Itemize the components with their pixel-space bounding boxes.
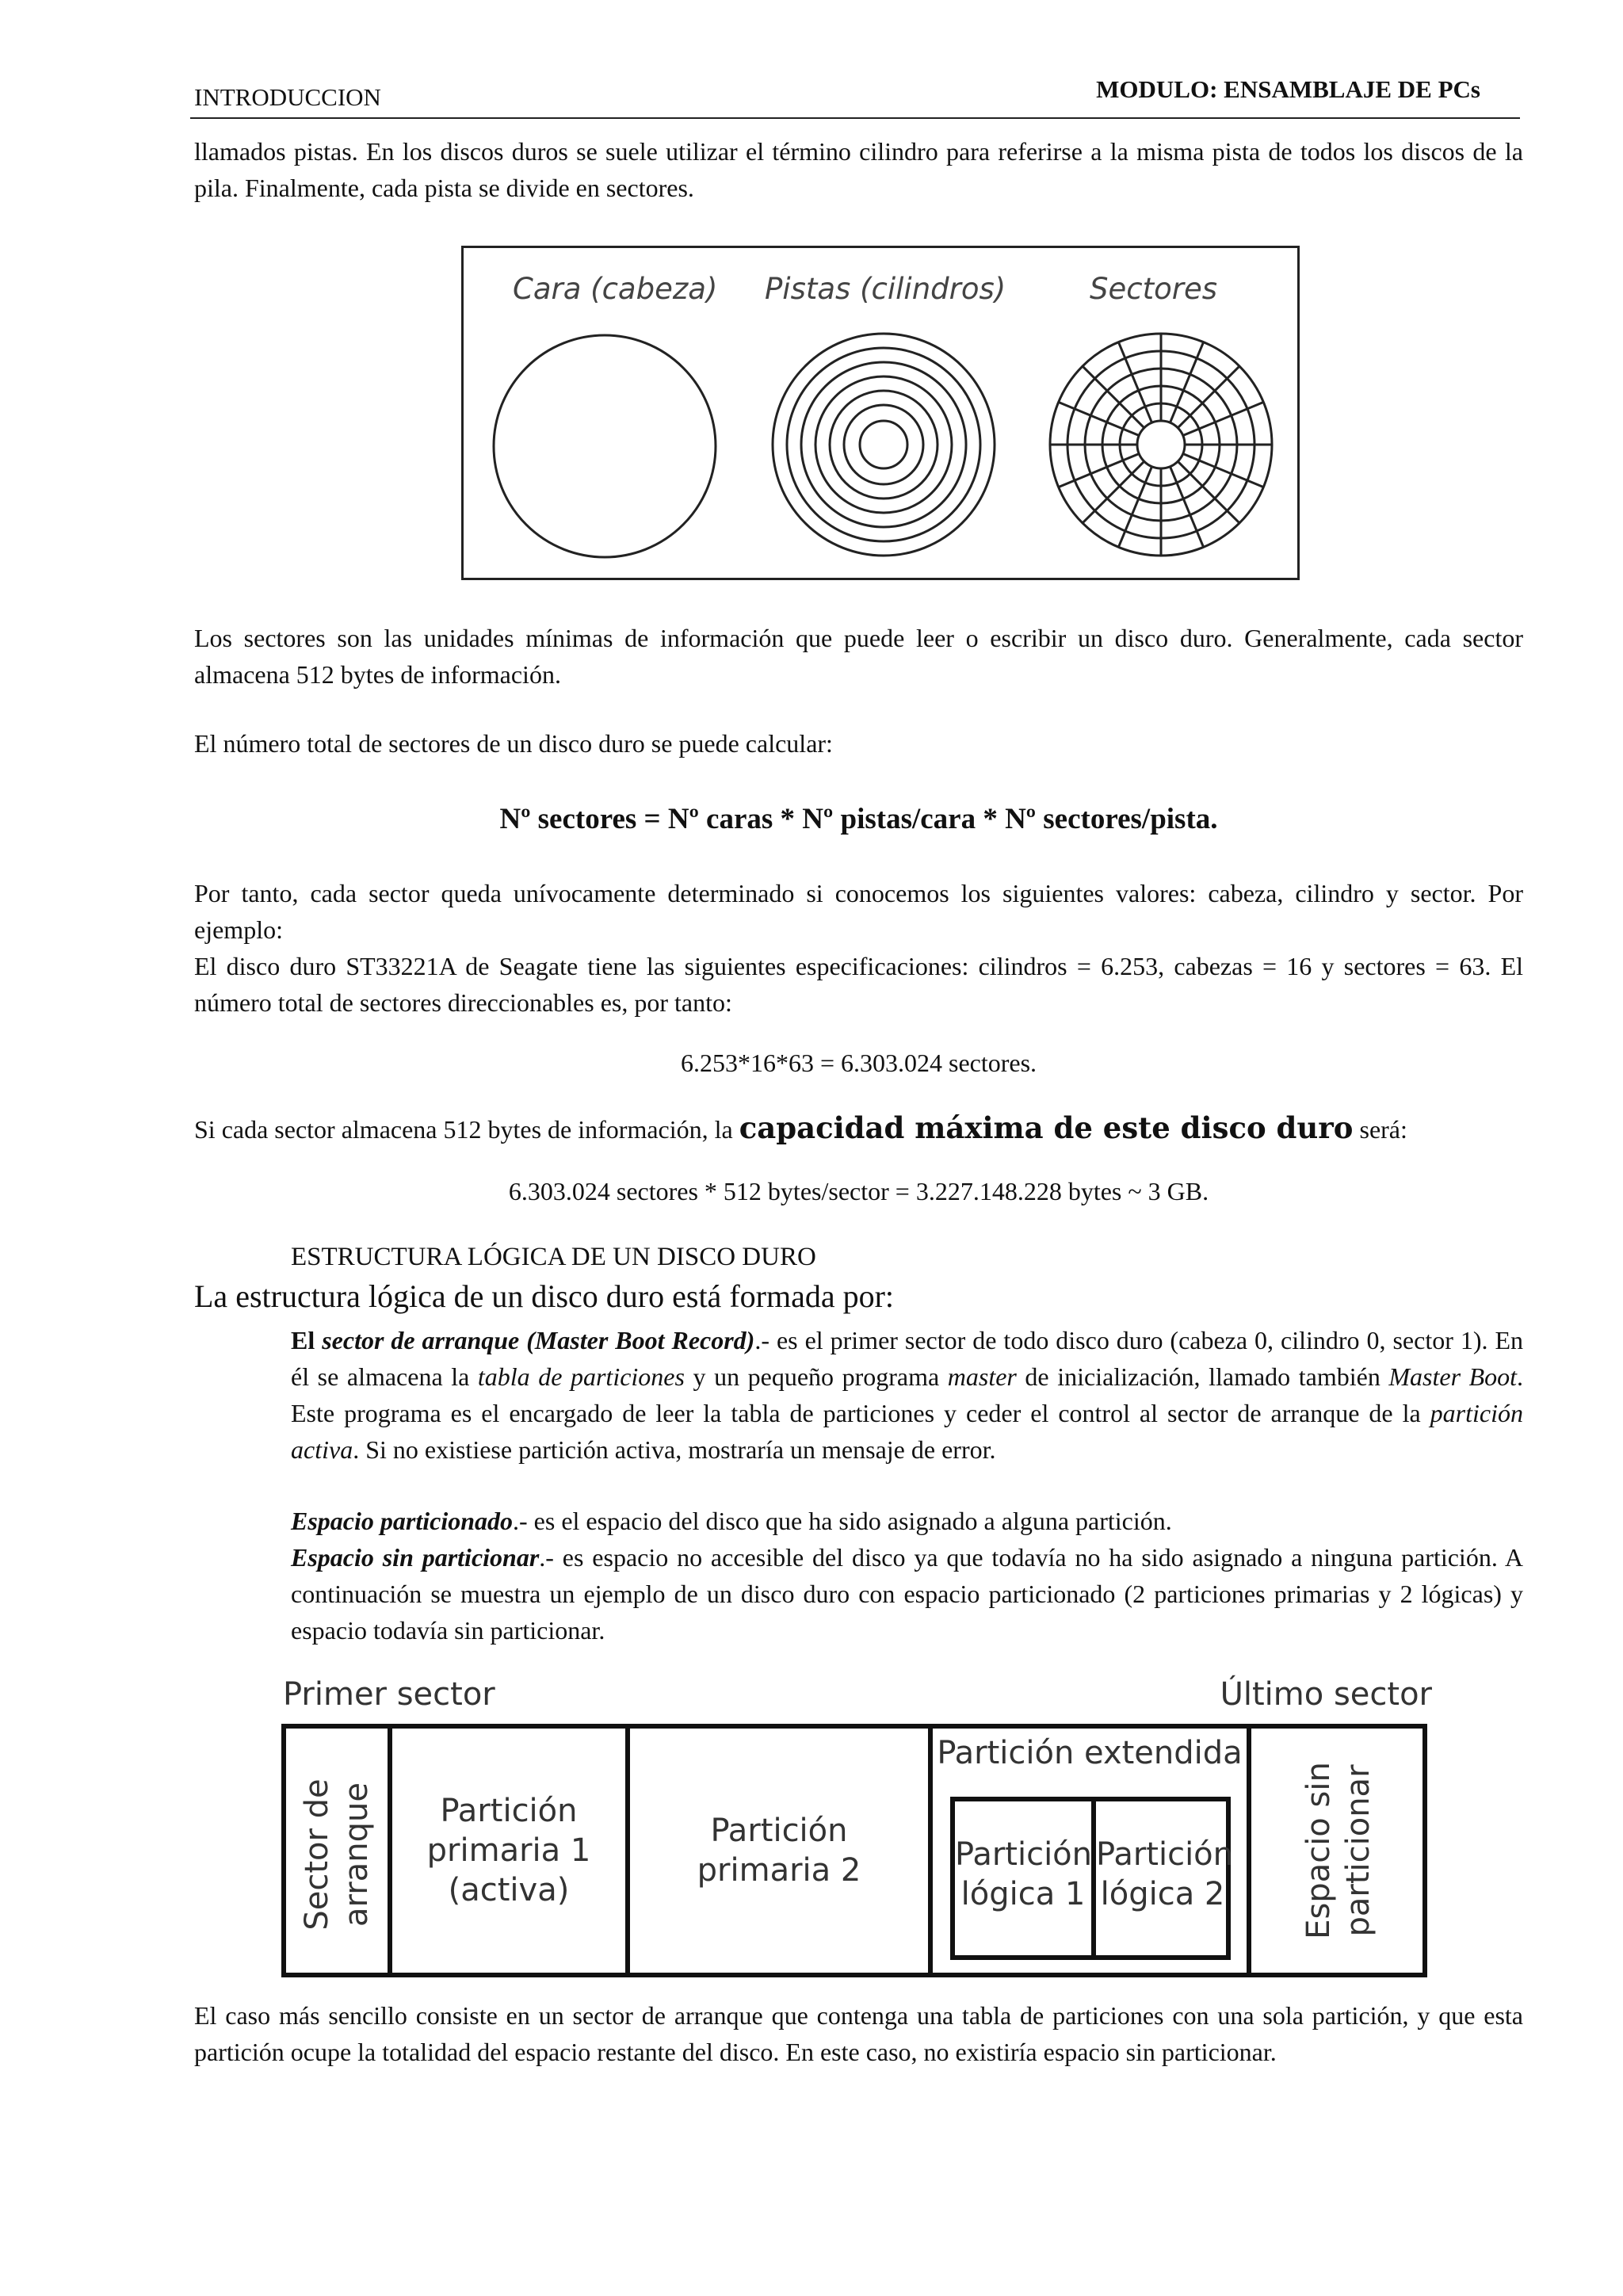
paragraph-total: El número total de sectores de un disco duro se puede calcular: (194, 729, 833, 758)
sector-formula: Nº sectores = Nº caras * Nº pistas/cara * Nº sectores/pista. (499, 803, 1218, 835)
header-right: MODULO: ENSAMBLAJE DE PCs (1096, 75, 1480, 103)
mbr-text-3: de inicialización, llamado también (1016, 1362, 1389, 1391)
mbr-em-4: partición activa (291, 1399, 1523, 1464)
mbr-text-2: y un pequeño programa (684, 1362, 948, 1391)
disk-figure-label-sectors: Sectores (1090, 272, 1217, 306)
disk-figure (461, 246, 1300, 580)
mbr-term: sector de arranque (Master Boot Record) (322, 1326, 755, 1354)
unpartitioned-line2: particionar (1340, 1764, 1377, 1937)
logical-partition-1-label (955, 1835, 1091, 1914)
paragraph-determined: Por tanto, cada sector queda unívocamente determinado si conocemos los siguientes valores: cabeza, cilindro y sector. Por ejemplo: (194, 879, 1523, 944)
disk-figure-drawing (464, 248, 1297, 578)
partition-figure (281, 1676, 1432, 1985)
item-partitioned-space (291, 1503, 1523, 1539)
paragraph-capacity (194, 1110, 1523, 1148)
mbr-text-5: . Si no existiese partición activa, mostraría un mensaje de error. (353, 1435, 996, 1464)
tracks-disk (773, 334, 995, 556)
primary-partition-1-label (392, 1791, 625, 1910)
sector-spoke (1178, 366, 1239, 428)
boot-sector-block (281, 1724, 392, 1977)
primary2-line2: primaria 2 (697, 1852, 861, 1889)
primary-partition-2-block (630, 1724, 933, 1977)
disk-figure-label-tracks: Pistas (cilindros) (765, 272, 1006, 306)
unpartitioned-label (1299, 1724, 1378, 1977)
capacity-bold: capacidad máxima de este disco duro (739, 1110, 1354, 1145)
capacity-text-b: será: (1353, 1115, 1407, 1144)
capacity-text-a: Si cada sector almacena 512 bytes de información, la (194, 1115, 739, 1144)
sector-spoke (1083, 366, 1144, 428)
section-title: ESTRUCTURA LÓGICA DE UN DISCO DURO (291, 1243, 816, 1271)
item-unpartitioned-space (291, 1539, 1523, 1648)
mbr-text-4: . Este programa es el encargado de leer la tabla de particiones y ceder el control al sector de arranque de la (291, 1362, 1524, 1427)
face-disk (494, 335, 716, 557)
mbr-em-2: master (947, 1362, 1017, 1391)
logical-partition-2-label (1096, 1835, 1234, 1914)
sectors-disk (1050, 334, 1272, 556)
paragraph-simplest-case: El caso más sencillo consiste en un sector de arranque que contenga una tabla de particiones con una sola partición, y que esta partición ocupe la totalidad del espacio restante del disco. En este caso, no existiría espacio sin particionar. (194, 2001, 1523, 2066)
paragraph-example: El disco duro ST33221A de Seagate tiene las siguientes especificaciones: cilindros = 6.253, cabezas = 16 y sectores = 63. El número total de sectores direccionables es, por tanto: (194, 952, 1523, 1017)
mbr-em-1: tabla de particiones (477, 1362, 685, 1391)
partitioned-text: .- es el espacio del disco que ha sido asignado a alguna partición. (513, 1507, 1172, 1535)
unpartitioned-block (1251, 1724, 1427, 1977)
calculation-capacity: 6.303.024 sectores * 512 bytes/sector = 3.227.148.228 bytes ~ 3 GB. (508, 1177, 1209, 1205)
last-sector-label: Último sector (1220, 1676, 1432, 1713)
mbr-em-3: Master Boot (1388, 1362, 1518, 1391)
logical2-line2: lógica 2 (1100, 1876, 1225, 1912)
unpartitioned-text: .- es espacio no accesible del disco ya que todavía no ha sido asignado a ninguna partición. A continuación se muestra un ejemplo de un disco duro con espacio particionado (2 particiones primarias y 2 lógicas) y espacio todavía sin particionar. (291, 1543, 1524, 1645)
item-master-boot-record (291, 1322, 1523, 1468)
mbr-text-1: .- es el primer sector de todo disco duro (cabeza 0, cilindro 0, sector 1). En él se almacena la (291, 1326, 1524, 1391)
paragraph-intro: llamados pistas. En los discos duros se suele utilizar el término cilindro para referirse a la misma pista de todos los discos de la pila. Finalmente, cada pista se divide en sectores. (194, 137, 1523, 202)
primary2-line1: Partición (710, 1813, 848, 1849)
header-left: INTRODUCCION (194, 83, 381, 111)
paragraph-sectors: Los sectores son las unidades mínimas de información que puede leer o escribir un disco duro. Generalmente, cada sector almacena 512 bytes de información. (194, 624, 1523, 689)
boot-sector-label (297, 1728, 376, 1981)
disk-figure-label-face: Cara (cabeza) (513, 272, 718, 306)
unpartitioned-term: Espacio sin particionar (291, 1543, 540, 1572)
unpartitioned-line1: Espacio sin (1300, 1762, 1337, 1939)
primary-partition-2-label (630, 1811, 928, 1890)
section-intro: La estructura lógica de un disco duro está formada por: (194, 1278, 895, 1314)
extended-partition-block (933, 1724, 1251, 1977)
sector-spoke (1083, 461, 1144, 523)
primary-partition-1-block (392, 1724, 630, 1977)
boot-sector-label-line2: arranque (338, 1782, 375, 1927)
header-divider (190, 117, 1520, 119)
primary1-line2: primaria 1 (426, 1832, 591, 1869)
sector-spoke (1178, 461, 1239, 523)
extended-partition-label: Partición extendida (937, 1735, 1243, 1771)
logical1-line1: Partición (955, 1836, 1093, 1873)
logical2-line1: Partición (1096, 1836, 1234, 1873)
logical1-line2: lógica 1 (960, 1876, 1086, 1912)
boot-sector-label-line1: Sector de (299, 1778, 335, 1931)
calculation-sectors: 6.253*16*63 = 6.303.024 sectores. (680, 1049, 1037, 1077)
partitioned-term: Espacio particionado (291, 1507, 514, 1535)
first-sector-label: Primer sector (283, 1676, 495, 1713)
primary1-line1: Partición (440, 1793, 578, 1829)
mbr-lead: El (291, 1326, 323, 1354)
primary1-line3: (activa) (448, 1872, 570, 1908)
